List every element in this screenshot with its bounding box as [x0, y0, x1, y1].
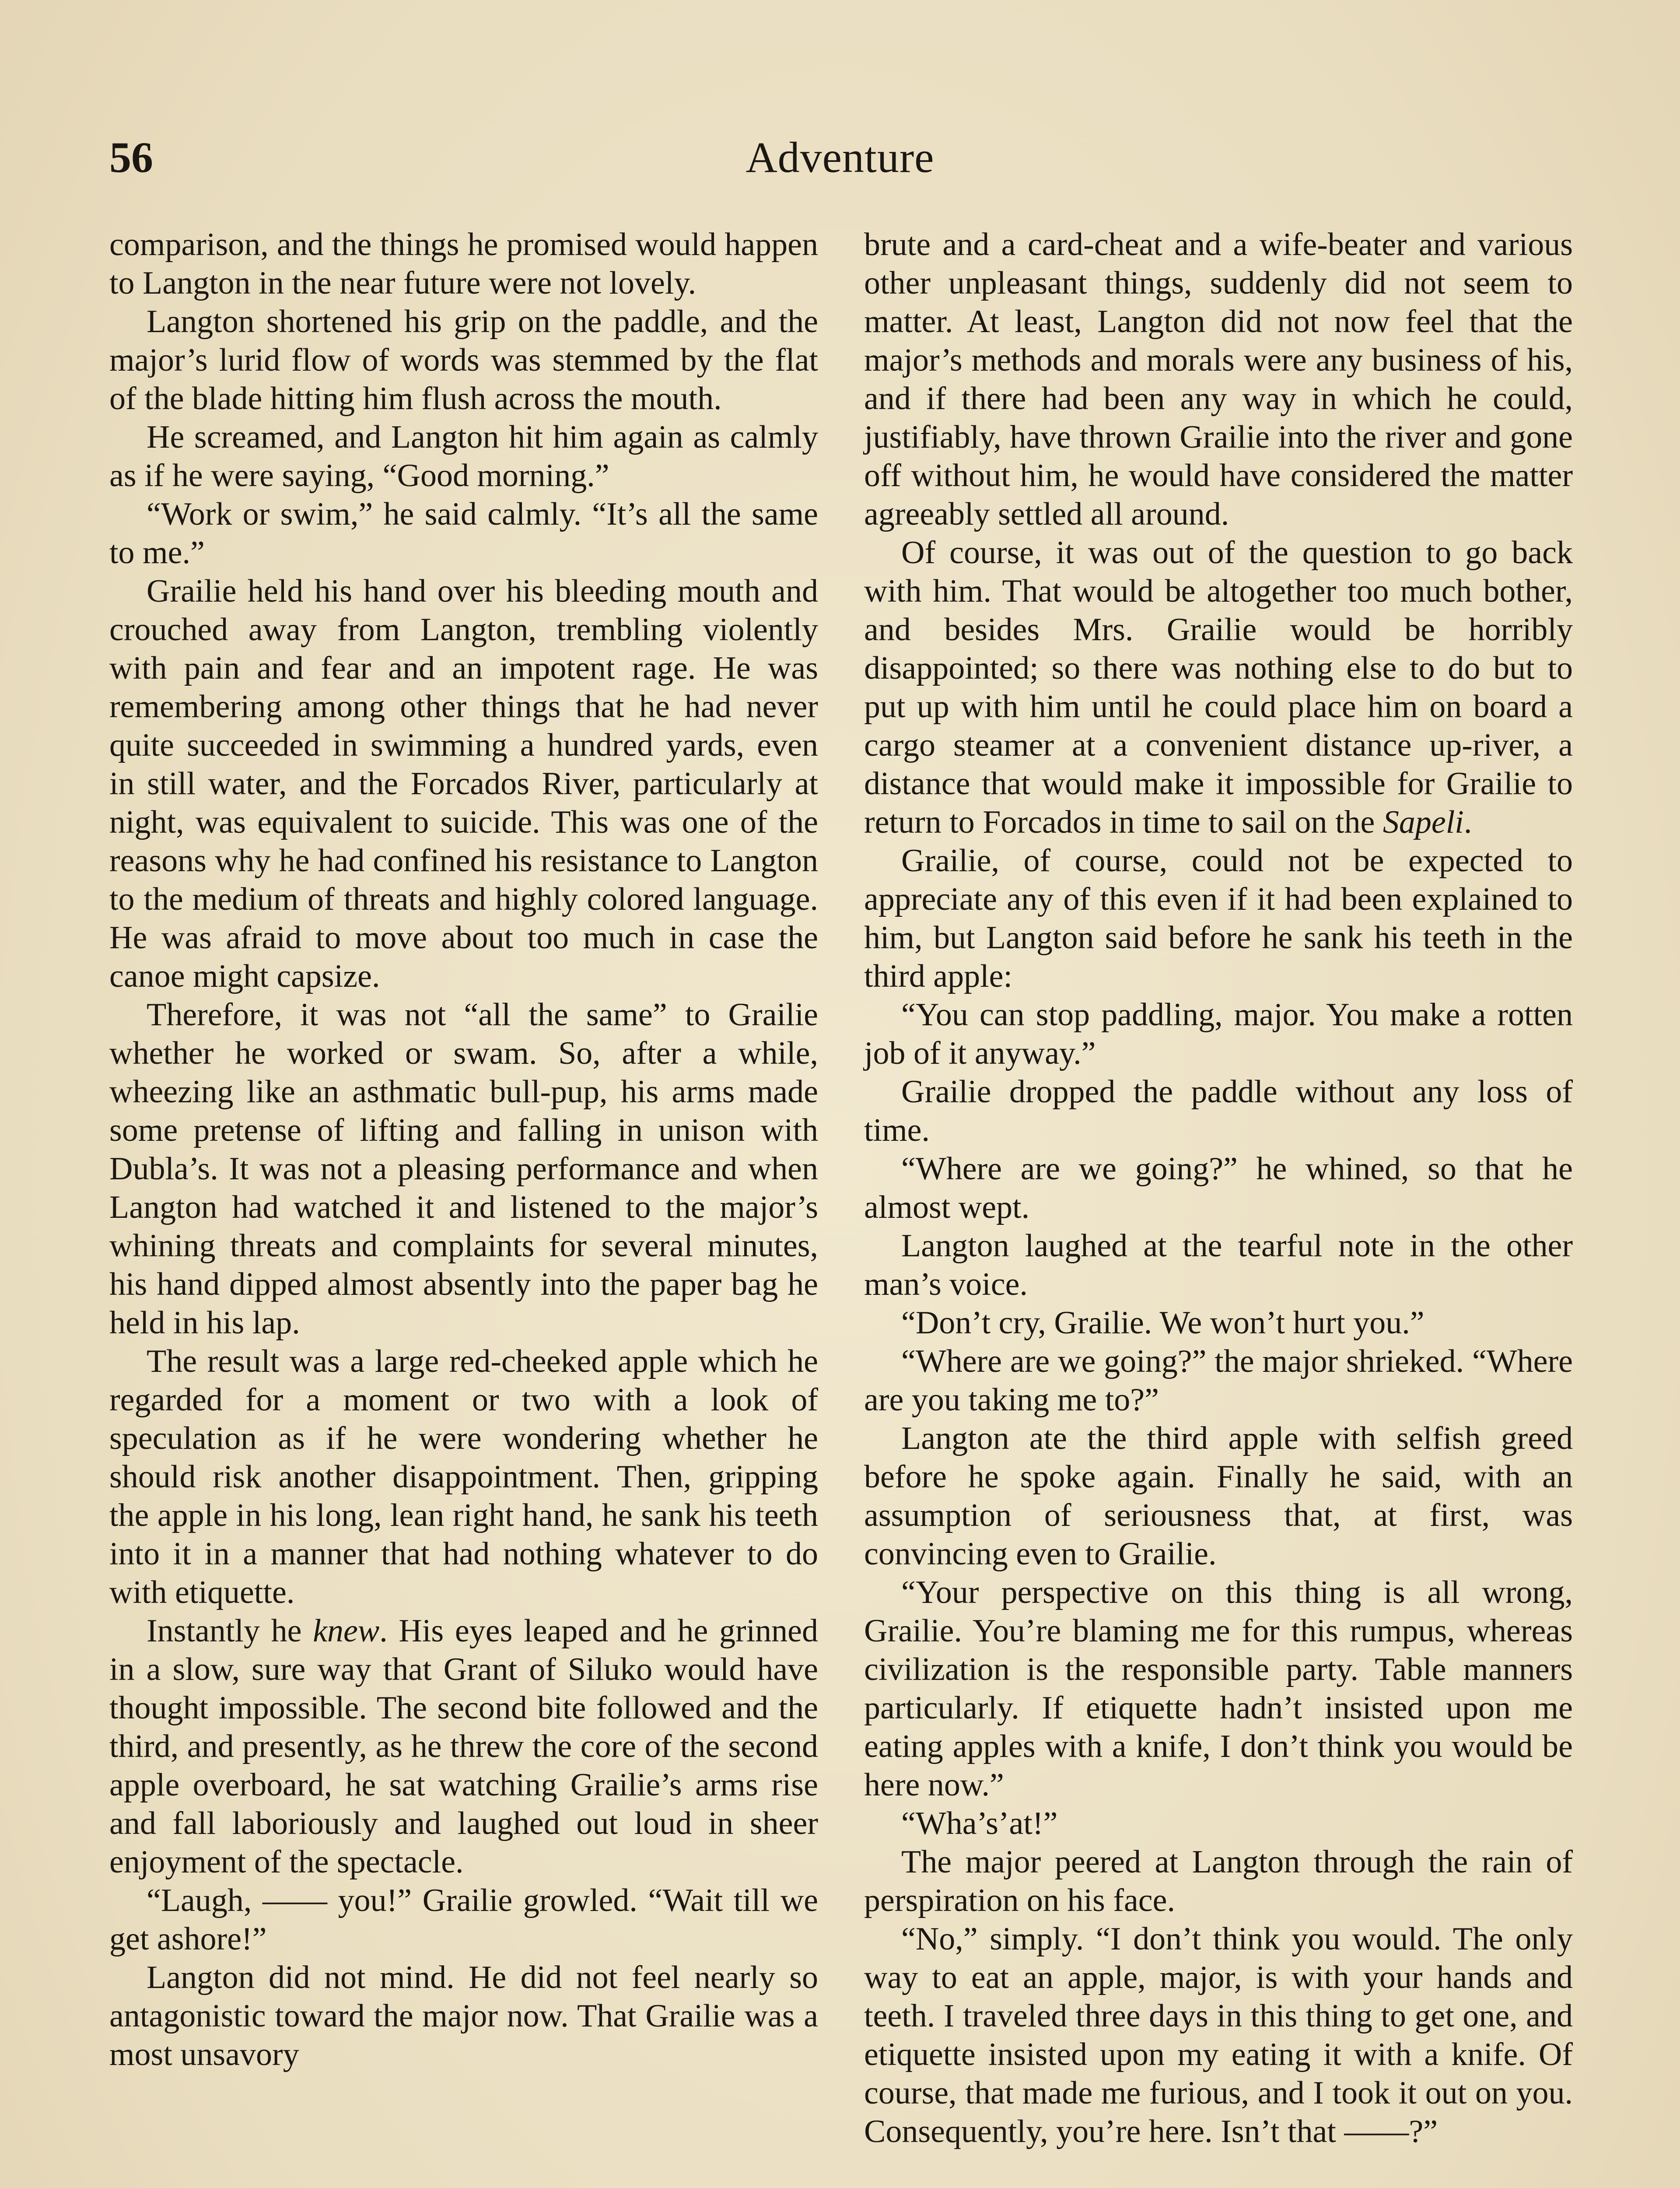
- paragraph: “Where are we going?” the major shrieked. “Where are you taking me to?”: [864, 1343, 1573, 1418]
- text-run: Instantly he: [147, 1613, 313, 1649]
- paragraph: Grailie dropped the paddle without any loss of time.: [864, 1074, 1573, 1148]
- paragraph: Langton did not mind. He did not feel nearly so antagonistic toward the major now. That Grailie was a most unsavory: [109, 1960, 818, 2072]
- paragraph: [109, 1612, 818, 1881]
- paragraph: [864, 533, 1573, 842]
- text-run: . His eyes leaped and he grinned in a slow, sure way that Grant of Siluko would have thought impossible. The second bite followed and the third, and presently, as he threw the core of the second apple overboard, he sat watching Grailie’s arms rise and fall laboriously and laughed out loud in sheer enjoyment of the spectacle.: [109, 1613, 818, 1880]
- paragraph: “Wha’s’at!”: [901, 1806, 1058, 1841]
- paragraph: Langton shortened his grip on the paddle, and the major’s lurid flow of words was stemmed by the flat of the blade hitting him flush across the mouth.: [109, 304, 818, 417]
- paragraph: “Laugh, —— you!” Grailie growled. “Wait till we get ashore!”: [109, 1883, 818, 1957]
- right-column: [864, 225, 1573, 2151]
- paragraph: He screamed, and Langton hit him again as calmly as if he were saying, “Good morning.”: [109, 419, 818, 494]
- paragraph: “Your perspective on this thing is all wrong, Grailie. You’re blaming me for this rumpus, whereas civilization is the responsible party. Table manners particularly. If etiquette hadn’t insisted upon me eating apples with a knife, I don’t think you would be here now.”: [864, 1574, 1573, 1803]
- paragraph: comparison, and the things he promised would happen to Langton in the near future were not lovely.: [109, 227, 818, 301]
- paragraph: “Work or swim,” he said calmly. “It’s all the same to me.”: [109, 496, 818, 571]
- paragraph: The major peered at Langton through the rain of perspiration on his face.: [864, 1844, 1573, 1918]
- emphasis-text: Sapeli: [1382, 804, 1464, 840]
- paragraph: Grailie, of course, could not be expected to appreciate any of this even if it had been explained to him, but Langton said before he sank his teeth in the third apple:: [864, 843, 1573, 994]
- left-column: [109, 225, 818, 2074]
- emphasis-text: knew: [313, 1613, 380, 1649]
- paragraph: “No,” simply. “I don’t think you would. The only way to eat an apple, major, is with your hands and teeth. I traveled three days in this thing to get one, and etiquette insisted upon my eating it with a knife. Of course, that made me furious, and I took it out on you. Consequently, you’re here. Isn’t that ——?”: [864, 1921, 1573, 2149]
- paragraph: Langton ate the third apple with selfish greed before he spoke again. Finally he said, with an assumption of seriousness that, at first, was convincing even to Grailie.: [864, 1420, 1573, 1572]
- paragraph: “Where are we going?” he whined, so that he almost wept.: [864, 1151, 1573, 1225]
- paragraph: The result was a large red-cheeked apple which he regarded for a moment or two with a look of speculation as if he were wondering whether he should risk another disappointment. Then, gripping the apple in his long, lean right hand, he sank his teeth into it in a manner that had nothing whatever to do with etiquette.: [109, 1343, 818, 1610]
- paragraph: “You can stop paddling, major. You make a rotten job of it anyway.”: [864, 997, 1573, 1071]
- text-run: .: [1463, 804, 1472, 840]
- page-header: [109, 125, 1571, 190]
- paragraph: Langton laughed at the tearful note in the other man’s voice.: [864, 1228, 1573, 1302]
- paragraph: Grailie held his hand over his bleeding mouth and crouched away from Langton, trembling violently with pain and fear and an impotent rage. He was remembering among other things that he had never quite succeeded in swimming a hundred yards, even in still water, and the Forcados River, particularly at night, was equivalent to suicide. This was one of the reasons why he had confined his resistance to Langton to the medium of threats and highly colored language. He was afraid to move about too much in case the canoe might capsize.: [109, 573, 818, 994]
- paragraph: Therefore, it was not “all the same” to Grailie whether he worked or swam. So, after a while, wheezing like an asthmatic bull-pup, his arms made some pretense of lifting and falling in unison with Dubla’s. It was not a pleasing performance and when Langton had watched it and listened to the major’s whining threats and complaints for several minutes, his hand dipped almost absently into the paper bag he held in his lap.: [109, 997, 818, 1341]
- text-run: Of course, it was out of the question to go back with him. That would be altogether too much bother, and besides Mrs. Grailie would be horribly disappointed; so there was nothing else to do but to put up with him until he could place him on board a cargo steamer at a convenient distance up-river, a distance that would make it impossible for Grailie to return to Forcados in time to sail on the: [864, 535, 1573, 840]
- paragraph: “Don’t cry, Grailie. We won’t hurt you.”: [901, 1305, 1424, 1341]
- running-title: Adventure: [746, 133, 934, 182]
- paragraph: brute and a card-cheat and a wife-beater and various other unpleasant things, suddenly did not seem to matter. At least, Langton did not now feel that the major’s methods and morals were any business of his, and if there had been any way in which he could, justifiably, have thrown Grailie into the river and gone off without him, he would have considered the matter agreeably settled all around.: [864, 227, 1573, 532]
- page-number: 56: [109, 133, 153, 182]
